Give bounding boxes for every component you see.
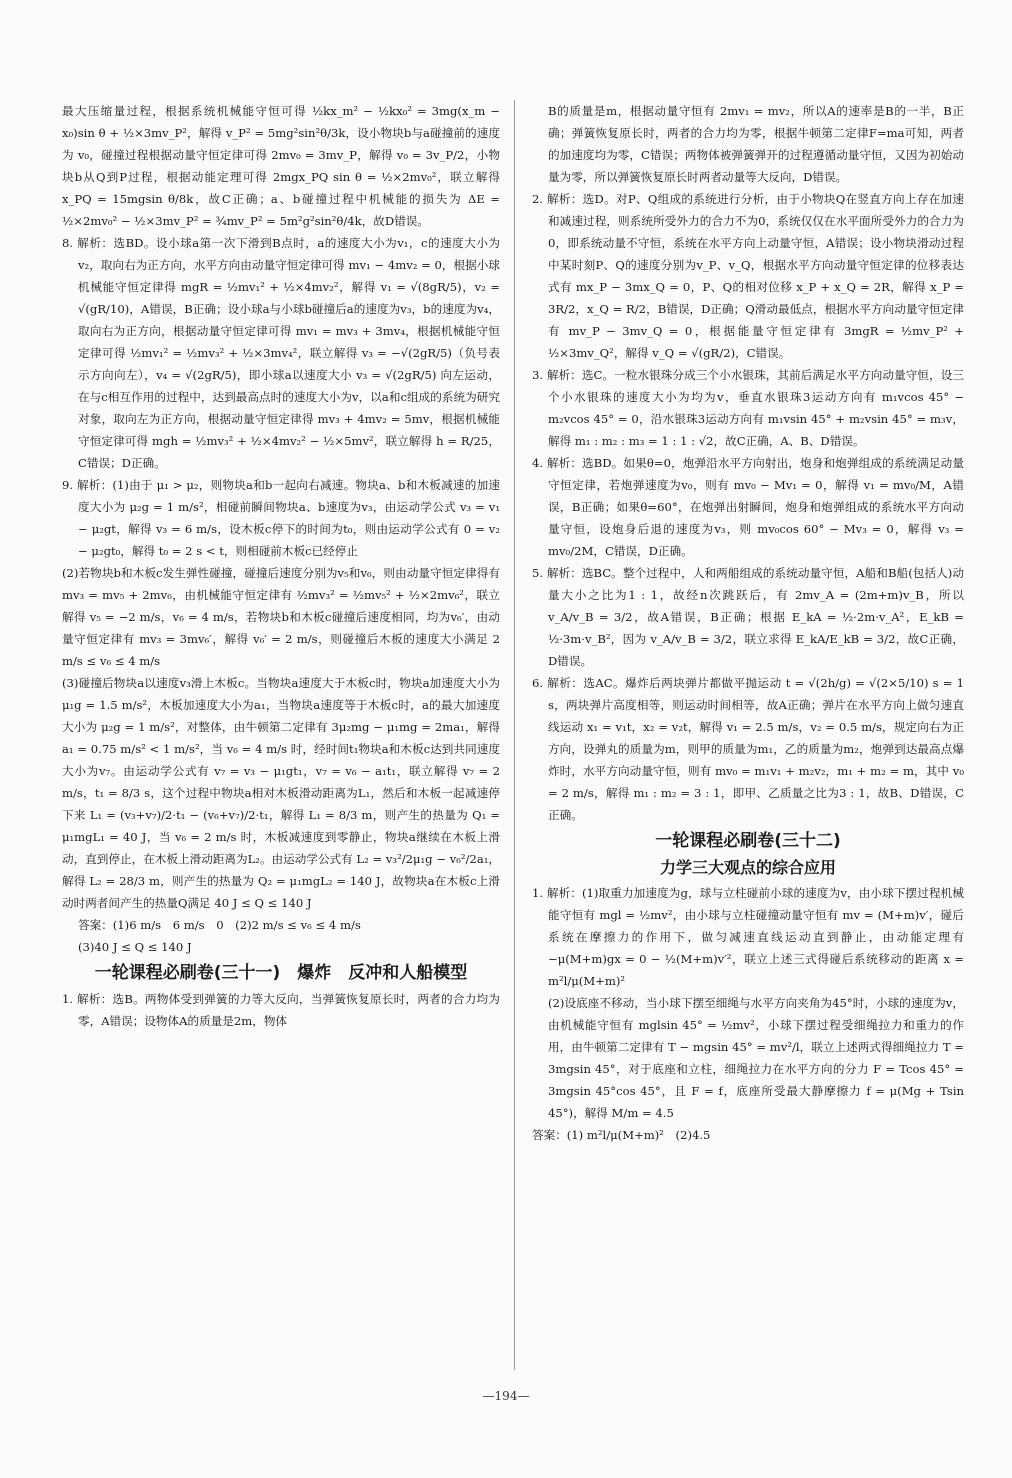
- solution-31-4: 4. 解析：选BD。如果θ=0，炮弹沿水平方向射出，炮身和炮弹组成的系统满足动量守恒定律，若炮弹速度为v₀，则有 mv₀ − Mv₁ = 0，解得 v₁ = mv₀/M，A错误，B正确；如果θ=60°，在炮弹出射瞬间，炮身和炮弹组成的系统水平方向动量守恒，设炮身后退的速度为v₃，则 mv₀cos 60° − Mv₃ = 0，解得 v₃ = mv₀/2M，C错误，D正确。: [532, 456, 964, 558]
- column-divider: [514, 100, 515, 1370]
- solution-31-1-continuation: B的质量是m，根据动量守恒有 2mv₁ = mv₂，所以A的速率是B的一半，B正确；弹簧恢复原长时，两者的合力均为零，根据牛顿第二定律F=ma可知，两者的加速度均为零，C错误；两物体被弹簧弹开的过程遵循动量守恒，又因为初始动量为零，所以弹簧恢复原长时两者动量等大反向，D错误。: [548, 104, 964, 184]
- solution-9-part1: 9. 解析：(1)由于 μ₁ > μ₂，则物块a和b一起向右减速。物块a、b和木板减速的加速度大小为 μ₂g = 1 m/s²，相碰前瞬间物块a、b速度为v₃，由运动学公式 v₃ = v₁ − μ₂gt，解得 v₃ = 6 m/s，设木板c停下的时间为t₀，则由运动学公式有 0 = v₂ − μ₂gt₀，解得 t₀ = 2 s < t，则相碰前木板c已经停止: [62, 478, 500, 558]
- answer-32-1: 答案：(1) m²l/μ(M+m)² (2)4.5: [532, 1128, 711, 1142]
- solution-31-5: 5. 解析：选BC。整个过程中，人和两船组成的系统动量守恒，A船和B船(包括人)动量大小之比为1 : 1，故经n次跳跃后，有 2mv_A = (2m+m)v_B，所以 v_A/v_B = 3/2，故A错误，B正确；根据 E_kA = ½·2m·v_A²，E_kB = ½·3m·v_B²，因为 v_A/v_B = 3/2，联立求得 E_kA/E_kB = 3/2，故C正确，D错误。: [532, 566, 964, 668]
- section-32-subtitle: 力学三大观点的综合应用: [659, 858, 836, 877]
- solution-31-2: 2. 解析：选D。对P、Q组成的系统进行分析，由于小物块Q在竖直方向上存在加速和减速过程，则系统所受外力的合力不为0，系统仅仅在水平面所受外力的合力为0，即系统动量不守恒，系统在水平方向上动量守恒，A错误；设小物块滑动过程中某时刻P、Q的速度分别为v_P、v_Q，根据水平方向动量守恒定律的位移表达式有 mx_P − 3mx_Q = 0，P、Q的相对位移 x_P + x_Q = 2R，解得 x_P = 3R/2，x_Q = R/2，B错误，D正确；Q滑动最低点，根据水平方向动量守恒定律有 mv_P − 3mv_Q = 0，根据能量守恒定律有 3mgR = ½mv_P² + ½×3mv_Q²，解得 v_Q = √(gR/2)，C错误。: [532, 192, 964, 360]
- solution-32-1-part1: 1. 解析：(1)取重力加速度为g，球与立柱碰前小球的速度为v，由小球下摆过程机械能守恒有 mgl = ½mv²，由小球与立柱碰撞动量守恒有 mv = (M+m)v′，碰后系统在摩擦力的作用下，做匀减速直线运动直到静止，由动能定理有 −μ(M+m)gx = 0 − ½(M+m)v′²，联立上述三式得碰后系统移动的距离 x = m²l/μ(M+m)²: [532, 886, 964, 988]
- q7-continuation: 最大压缩量过程，根据系统机械能守恒可得 ½kx_m² − ½kx₀² = 3mg(x_m − x₀)sin θ + ½×3mv_P²，解得 v_P² = 5mg²sin²θ/3k，设小物块b与a碰撞前的速度为 v₀，碰撞过程根据动量守恒定律可得 2mv₀ = 3mv_P，解得 v₀ = 3v_P/2，小物块b从Q到P过程，根据动能定理可得 2mgx_PQ sin θ = ½×2mv₀²，联立解得 x_PQ = 15mgsin θ/8k，故C正确；a、b碰撞过程中机械能的损失为 ΔE = ½×2mv₀² − ½×3mv_P² = ¾mv_P² = 5m²g²sin²θ/4k，故D错误。: [62, 104, 500, 228]
- page-number: —194—: [482, 1389, 530, 1403]
- solution-8: 8. 解析：选BD。设小球a第一次下滑到B点时，a的速度大小为v₁，c的速度大小为v₂，取向右为正方向，水平方向由动量守恒定律可得 mv₁ − 4mv₂ = 0，根据小球机械能守恒定律得 mgR = ½mv₁² + ½×4mv₂²，解得 v₁ = √(8gR/5)，v₂ = √(gR/10)，A错误，B正确；设小球a与小球b碰撞后a的速度为v₃，b的速度为v₄，取向右为正方向，根据动量守恒定律可得 mv₁ = mv₃ + 3mv₄，根据机械能守恒定律可得 ½mv₁² = ½mv₃² + ½×3mv₄²，联立解得 v₃ = −√(2gR/5)（负号表示方向向左），v₄ = √(2gR/5)，即小球a以速度大小 v₃ = √(2gR/5) 向左运动，在与c相互作用的过程中，达到最高点时的速度大小为v，以a和c组成的系统为研究对象，取向左为正方向，根据动量守恒定律得 mv₃ + 4mv₂ = 5mv，根据机械能守恒定律可得 mgh = ½mv₃² + ½×4mv₂² − ½×5mv²，联立解得 h = R/25，C错误；D正确。: [62, 236, 500, 470]
- solution-31-1: 1. 解析：选B。两物体受到弹簧的力等大反向，当弹簧恢复原长时，两者的合力均为零，A错误；设物体A的质量是2m，物体: [62, 992, 500, 1028]
- solution-9-part2: (2)若物块b和木板c发生弹性碰撞，碰撞后速度分别为v₅和v₆，则由动量守恒定律得有 mv₃ = mv₅ + 2mv₆，由机械能守恒定律有 ½mv₃² = ½mv₅² + ½×2mv₆²，联立解得 v₅ = −2 m/s，v₆ = 4 m/s，若物块b和木板c碰撞后速度相同，均为v₆′，由动量守恒定律有 mv₃ = 3mv₆′，解得 v₆′ = 2 m/s，则碰撞后木板的速度大小满足 2 m/s ≤ v₆ ≤ 4 m/s: [62, 566, 500, 668]
- answer-9-line1: 答案：(1)6 m/s 6 m/s 0 (2)2 m/s ≤ v₆ ≤ 4 m/s: [78, 918, 361, 932]
- solution-31-3: 3. 解析：选C。一粒水银珠分成三个小水银珠，其前后满足水平方向动量守恒，设三个小水银珠的速度大小为均为v，垂直水银珠3运动方向有 m₁vcos 45° − m₂vcos 45° = 0，沿水银珠3运动方向有 m₁vsin 45° + m₂vsin 45° = m₃v，解得 m₁ : m₂ : m₃ = 1 : 1 : √2，故C正确，A、B、D错误。: [532, 368, 964, 448]
- section-31-title: 一轮课程必刷卷(三十一) 爆炸 反冲和人船模型: [94, 963, 468, 983]
- solution-32-1-part2: (2)设底座不移动，当小球下摆至细绳与水平方向夹角为45°时，小球的速度为v，由机械能守恒有 mglsin 45° = ½mv²，小球下摆过程受细绳拉力和重力的作用，由牛顿第二定律有 T − mgsin 45° = mv²/l，联立上述两式得细绳拉力 T = 3mgsin 45°，对于底座和立柱，细绳拉力在水平方向的分力 F = Tcos 45° = 3mgsin 45°cos 45°，且 F = f，底座所受最大静摩擦力 f = μ(Mg + Tsin 45°)，解得 M/m = 4.5: [548, 996, 964, 1120]
- solution-31-6: 6. 解析：选AC。爆炸后两块弹片都做平抛运动 t = √(2h/g) = √(2×5/10) s = 1 s，两块弹片高度相等，则运动时间相等，故A正确；弹片在水平方向上做匀速直线运动 x₁ = v₁t，x₂ = v₂t，解得 v₁ = 2.5 m/s，v₂ = 0.5 m/s，规定向右为正方向，设弹丸的质量为m，则甲的质量为m₁，乙的质量为m₂，炮弹到达最高点爆炸时，水平方向动量守恒，则有 mv₀ = m₁v₁ + m₂v₂，m₁ + m₂ = m，其中 v₀ = 2 m/s，解得 m₁ : m₂ = 3 : 1，即甲、乙质量之比为3 : 1，故B、D错误，C正确。: [532, 676, 964, 822]
- left-column: [62, 100, 500, 1032]
- section-32-title: 一轮课程必刷卷(三十二): [655, 831, 841, 851]
- right-column: [532, 100, 964, 1146]
- solution-9-part3: (3)碰撞后物块a以速度v₃滑上木板c。当物块a速度大于木板c时，物块a加速度大小为 μ₁g = 1.5 m/s²，木板加速度大小为a₁，当物块a速度等于木板c时，a的最大加速度大小为 μ₂g = 1 m/s²，对整体，由牛顿第二定律有 3μ₂mg − μ₁mg = 2ma₁，解得 a₁ = 0.75 m/s² < 1 m/s²，当 v₆ = 4 m/s 时，经时间t₁物块a和木板c达到共同速度大小为v₇。由运动学公式有 v₇ = v₃ − μ₁gt₁，v₇ = v₆ − a₁t₁，联立解得 v₇ = 2 m/s，t₁ = 8/3 s，这个过程中物块a相对木板滑动距离为L₁，然后和木板一起减速停下来 L₁ = (v₃+v₇)/2·t₁ − (v₆+v₇)/2·t₁，解得 L₁ = 8/3 m，则产生的热量为 Q₁ = μ₁mgL₁ = 40 J，当 v₆ = 2 m/s 时，木板减速度到零静止，物块a继续在木板上滑动，直到停止，在木板上滑动距离为L₂。由运动学公式有 L₂ = v₃²/2μ₁g − v₆²/2a₁，解得 L₂ = 28/3 m，则产生的热量为 Q₂ = μ₁mgL₂ = 140 J，故物块a在木板c上滑动时两者间产生的热量Q满足 40 J ≤ Q ≤ 140 J: [62, 676, 500, 910]
- answer-9-line2: (3)40 J ≤ Q ≤ 140 J: [78, 940, 192, 954]
